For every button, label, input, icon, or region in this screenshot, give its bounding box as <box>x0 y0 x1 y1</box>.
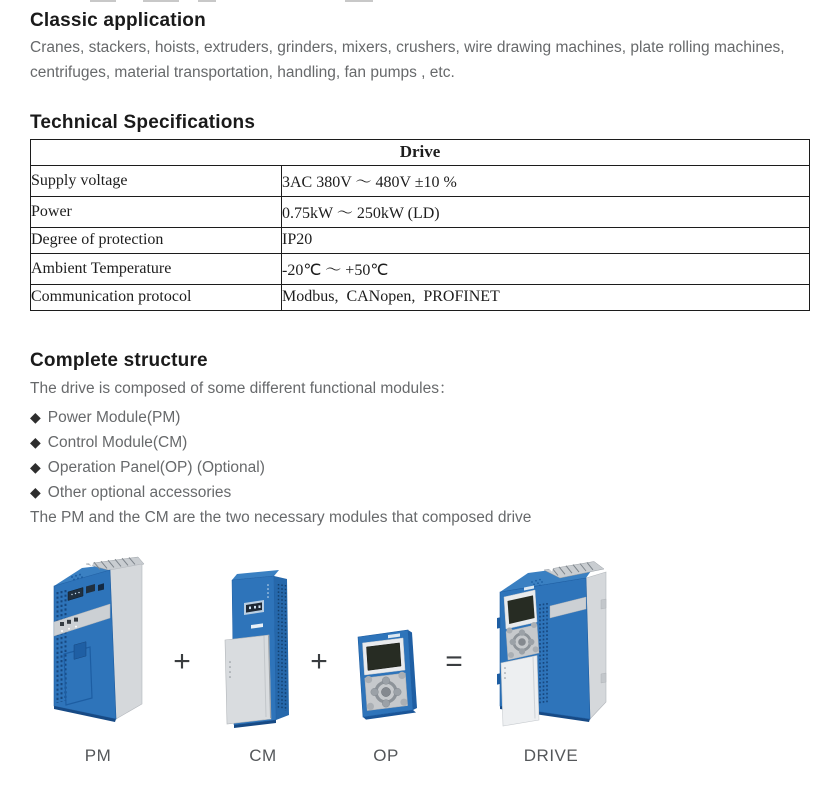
drive-din-clips <box>497 617 500 684</box>
plus-operator: + <box>173 645 191 678</box>
section-heading-complete-structure: Complete structure <box>30 350 208 371</box>
diamond-bullet-icon: ◆ <box>30 434 41 450</box>
complete-structure-intro: The drive is composed of some different functional modules： <box>30 380 455 397</box>
spec-label: Power <box>31 197 282 228</box>
table-row <box>31 197 810 228</box>
op-keypad-buttons <box>365 672 408 710</box>
list-item-label: Control Module(CM) <box>47 434 188 451</box>
table-row <box>31 285 810 311</box>
spec-label: Communication protocol <box>31 285 282 311</box>
diamond-bullet-icon: ◆ <box>30 409 41 425</box>
list-item <box>30 455 807 480</box>
specs-table-title: Drive <box>31 140 810 166</box>
specs-table <box>30 139 810 311</box>
drive-front-cover <box>501 656 539 727</box>
control-module-image <box>223 566 303 732</box>
spec-value: Modbus, CANopen, PROFINET <box>282 285 810 311</box>
module-composition-figure <box>0 530 827 793</box>
module-label-op: OP <box>373 746 399 765</box>
module-label-drive: DRIVE <box>523 746 579 765</box>
assembled-drive-image <box>492 556 610 730</box>
table-row <box>31 228 810 254</box>
list-item-label: Power Module(PM) <box>47 409 181 426</box>
list-item-label: Operation Panel(OP) (Optional) <box>47 459 265 476</box>
power-module-image <box>48 556 148 728</box>
operation-panel-image <box>352 626 420 720</box>
list-item <box>30 480 807 505</box>
spec-label: Supply voltage <box>31 166 282 197</box>
classic-application-text: Cranes, stackers, hoists, extruders, grinders, mixers, crushers, wire drawing machines, plate rolling machines, centrifuges, material transportation, handling, fan pumps , etc. <box>30 39 785 81</box>
module-label-cm: CM <box>249 746 277 765</box>
plus-operator: + <box>310 645 328 678</box>
spec-value: 3AC 380V ～ 480V ±10 % <box>282 166 810 197</box>
cm-front-cover <box>225 635 271 724</box>
spec-label: Degree of protection <box>31 228 282 254</box>
spec-value: IP20 <box>282 228 810 254</box>
spec-value: -20℃ ～ +50℃ <box>282 254 810 285</box>
list-item-label: Other optional accessories <box>47 484 232 501</box>
module-list <box>30 405 807 505</box>
diamond-bullet-icon: ◆ <box>30 459 41 475</box>
complete-structure-outro: The PM and the CM are the two necessary modules that composed drive <box>30 509 532 526</box>
specs-table-header-row <box>31 140 810 166</box>
section-heading-classic-application: Classic application <box>30 10 206 31</box>
table-row <box>31 254 810 285</box>
op-screen <box>367 643 402 671</box>
cropped-text-artifact <box>0 0 827 3</box>
section-heading-technical-specifications: Technical Specifications <box>30 112 256 133</box>
drive-operation-panel <box>504 586 539 661</box>
diamond-bullet-icon: ◆ <box>30 484 41 500</box>
equals-operator: = <box>445 645 463 678</box>
spec-label: Ambient Temperature <box>31 254 282 285</box>
list-item <box>30 430 807 455</box>
list-item <box>30 405 807 430</box>
module-label-pm: PM <box>84 746 112 765</box>
spec-value: 0.75kW ～ 250kW (LD) <box>282 197 810 228</box>
table-row <box>31 166 810 197</box>
